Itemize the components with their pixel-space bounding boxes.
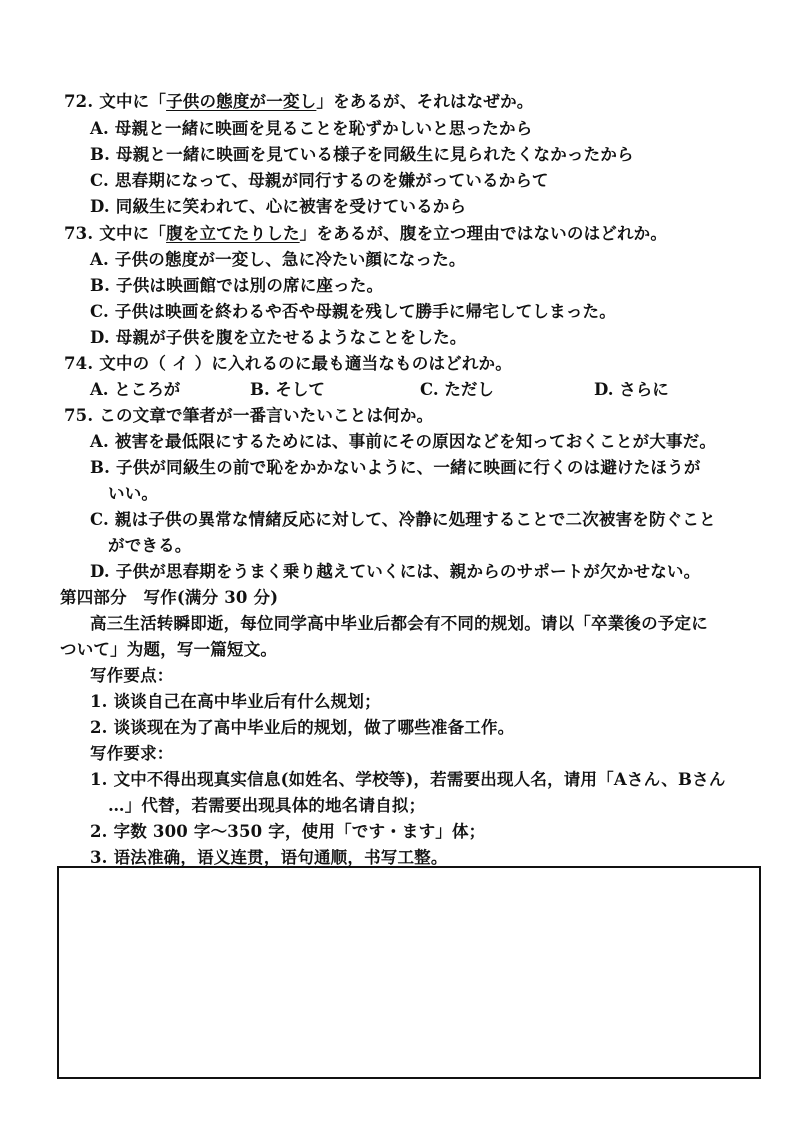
writing-requirement-2: 2. 字数 300 字～350 字，使用「です・ます」体； <box>90 822 486 841</box>
question-75-option-a[interactable]: A. 被害を最低限にするためには、事前にその原因などを知っておくことが大事だ。 <box>90 432 717 451</box>
question-74-option-c[interactable]: C. ただし <box>420 380 494 399</box>
question-72-prefix: 72. 文中に「 <box>64 92 167 111</box>
question-73-prefix: 73. 文中に「 <box>64 224 167 243</box>
question-73-underlined: 腹を立てたりした <box>166 224 300 243</box>
question-73-option-a[interactable]: A. 子供の態度が一変し、急に冷たい顔になった。 <box>90 250 466 269</box>
question-73-option-b[interactable]: B. 子供は映画館では別の席に座った。 <box>90 276 384 295</box>
question-75-option-b-cont: いい。 <box>108 484 159 503</box>
question-72-underlined: 子供の態度が一変し <box>166 92 317 111</box>
writing-point-2: 2. 谈谈现在为了高中毕业后的规划，做了哪些准备工作。 <box>90 718 515 737</box>
question-73-option-c[interactable]: C. 子供は映画を終わるや否や母親を残して勝手に帰宅してしまった。 <box>90 302 616 321</box>
question-75-stem: 75. この文章で筆者が一番言いたいことは何か。 <box>64 406 434 425</box>
question-73-stem <box>64 221 667 247</box>
writing-requirement-1: 1. 文中不得出现真实信息(如姓名、学校等)，若需要出现人名，请用「Aさん、Bさん <box>90 770 726 789</box>
question-74-stem: 74. 文中の（ イ ）に入れるのに最も適当なものはどれか。 <box>64 354 512 373</box>
writing-requirement-3: 3. 语法准确，语义连贯，语句通顺，书写工整。 <box>90 848 448 867</box>
question-72-option-d[interactable]: D. 同級生に笑われて、心に被害を受けているから <box>90 197 467 216</box>
answer-box[interactable] <box>57 866 761 1079</box>
question-72-option-a[interactable]: A. 母親と一緒に映画を見ることを恥ずかしいと思ったから <box>90 119 533 138</box>
section-4-intro-cont: ついて」为题，写一篇短文。 <box>60 640 278 659</box>
question-74-option-d[interactable]: D. さらに <box>594 380 669 399</box>
question-74-option-a[interactable]: A. ところが <box>90 380 181 399</box>
writing-points-title: 写作要点： <box>90 666 174 685</box>
writing-point-1: 1. 谈谈自己在高中毕业后有什么规划； <box>90 692 381 711</box>
writing-requirement-1-cont: …」代替，若需要出现具体的地名请自拟； <box>108 796 426 815</box>
question-75-option-b[interactable]: B. 子供が同級生の前で恥をかかないように、一緒に映画に行くのは避けたほうが <box>90 458 701 477</box>
question-72-suffix: 」をあるが、それはなぜか。 <box>316 92 534 111</box>
question-74-option-b[interactable]: B. そして <box>250 380 325 399</box>
question-75-option-c-cont: ができる。 <box>108 536 192 555</box>
section-4-heading: 第四部分 写作(满分 30 分) <box>60 588 279 607</box>
question-73-option-d[interactable]: D. 母親が子供を腹を立たせるようなことをした。 <box>90 328 467 347</box>
question-75-option-c[interactable]: C. 親は子供の異常な情緒反応に対して、冷静に処理することで二次被害を防ぐこと <box>90 510 716 529</box>
section-4-intro: 高三生活转瞬即逝，每位同学高中毕业后都会有不同的规划。请以「卒業後の予定に <box>90 614 708 633</box>
question-73-suffix: 」をあるが、腹を立つ理由ではないのはどれか。 <box>299 224 668 243</box>
question-74-options <box>0 377 800 403</box>
writing-requirements-title: 写作要求： <box>90 744 174 763</box>
question-72-option-b[interactable]: B. 母親と一緒に映画を見ている様子を同級生に見られたくなかったから <box>90 145 634 164</box>
question-72-option-c[interactable]: C. 思春期になって、母親が同行するのを嫌がっているからて <box>90 171 549 190</box>
question-75-option-d[interactable]: D. 子供が思春期をうまく乗り越えていくには、親からのサポートが欠かせない。 <box>90 562 701 581</box>
question-72-stem <box>64 89 533 115</box>
